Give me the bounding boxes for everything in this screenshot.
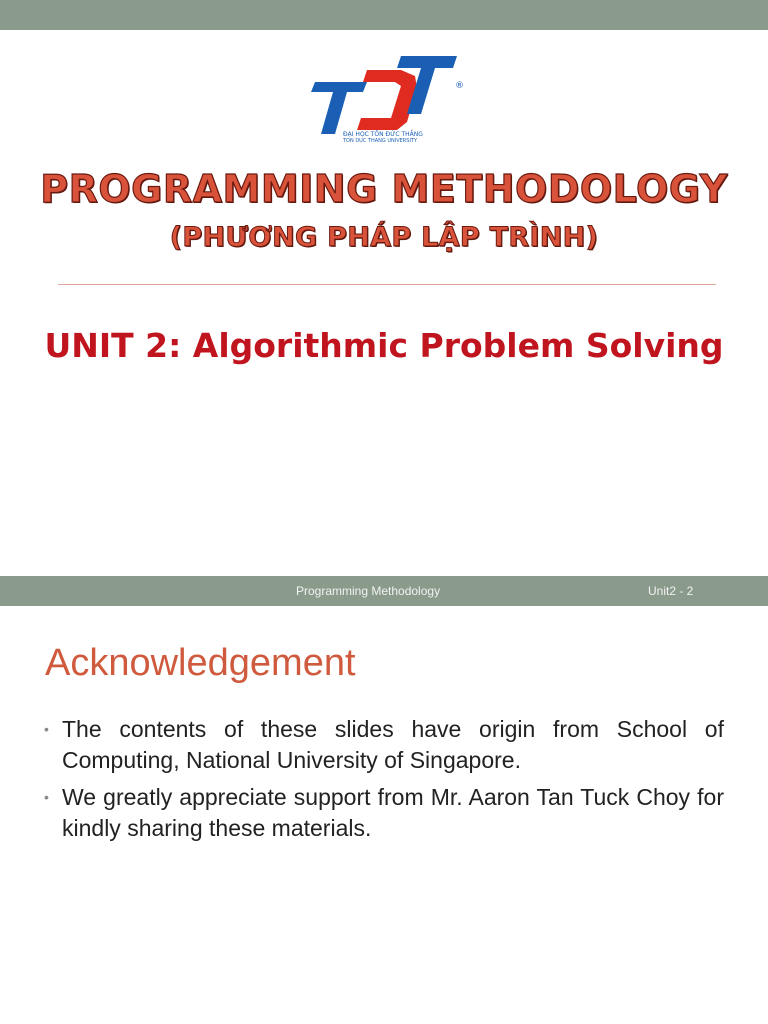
university-logo [305, 52, 465, 142]
tdt-logo-icon [305, 52, 465, 142]
title-slide [0, 30, 768, 576]
bullet-icon: • [44, 721, 49, 737]
footer-page-number: Unit2 - 2 [648, 584, 694, 598]
svg-text:TON DUC THANG UNIVERSITY: TON DUC THANG UNIVERSITY [343, 138, 418, 142]
top-band [0, 0, 768, 30]
course-title: PROGRAMMING METHODOLOGY [40, 167, 728, 211]
bullet-icon: • [44, 789, 49, 805]
title-divider [58, 284, 716, 285]
acknowledgement-heading: Acknowledgement [45, 642, 356, 684]
slide-footer [0, 576, 768, 606]
svg-text:®: ® [455, 81, 464, 91]
acknowledgement-slide [0, 606, 768, 1024]
unit-title: UNIT 2: Algorithmic Problem Solving [44, 326, 724, 365]
bullet-text: We greatly appreciate support from Mr. Aaron Tan Tuck Choy for kindly sharing these materials. [62, 784, 724, 841]
course-subtitle: (PHƯƠNG PHÁP LẬP TRÌNH) [169, 222, 599, 253]
list-item [44, 782, 724, 844]
bullet-text: The contents of these slides have origin from School of Computing, National University of Singapore. [62, 716, 724, 773]
footer-title: Programming Methodology [296, 584, 441, 598]
list-item [44, 714, 724, 776]
svg-text:ĐẠI HỌC TÔN ĐỨC THẮNG: ĐẠI HỌC TÔN ĐỨC THẮNG [343, 131, 423, 138]
acknowledgement-list [44, 714, 724, 850]
